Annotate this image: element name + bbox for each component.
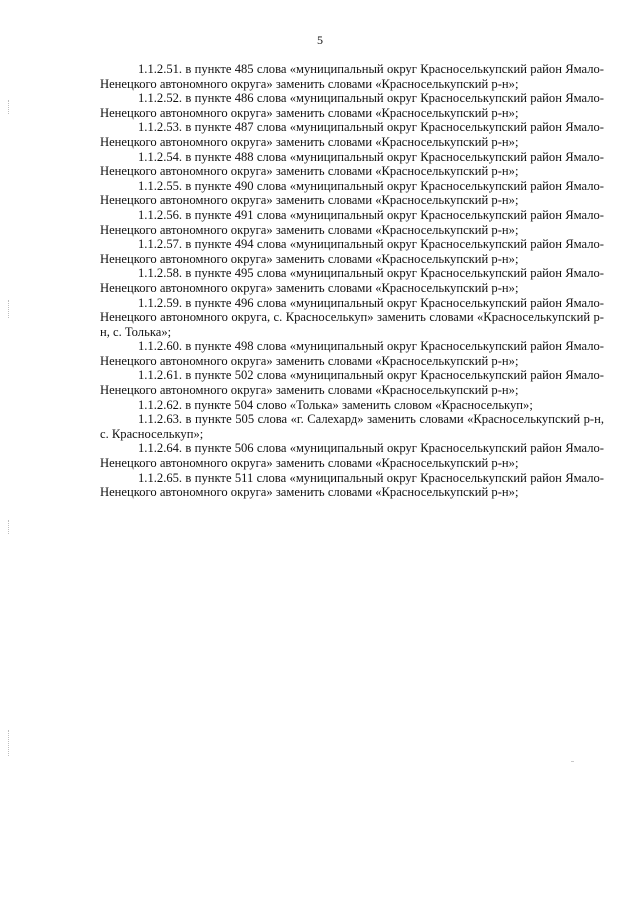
paragraph-1-1-2-65: 1.1.2.65. в пункте 511 слова «муниципальный округ Красноселькупский район Ямало-Ненецкого автономного округа» заменить словами «Красноселькупский р-н»; xyxy=(100,470,604,500)
margin-scan-mark xyxy=(8,520,11,534)
paragraph-1-1-2-60: 1.1.2.60. в пункте 498 слова «муниципальный округ Красноселькупский район Ямало-Ненецкого автономного округа» заменить словами «Красноселькупский р-н»; xyxy=(100,339,604,368)
paragraph-1-1-2-51: 1.1.2.51. в пункте 485 слова «муниципальный округ Красноселькупский район Ямало-Ненецкого автономного округа» заменить словами «Красноселькупский р-н»; xyxy=(100,62,604,91)
document-body xyxy=(100,62,604,500)
paragraph-1-1-2-62: 1.1.2.62. в пункте 504 слово «Толька» заменить словом «Красноселькуп»; xyxy=(138,397,533,412)
scan-tick-mark xyxy=(571,761,574,762)
paragraph-1-1-2-54: 1.1.2.54. в пункте 488 слова «муниципальный округ Красноселькупский район Ямало-Ненецкого автономного округа» заменить словами «Красноселькупский р-н»; xyxy=(100,149,604,179)
margin-scan-mark xyxy=(8,730,11,756)
margin-scan-mark xyxy=(8,300,11,318)
paragraph-1-1-2-59: 1.1.2.59. в пункте 496 слова «муниципальный округ Красноселькупский район Ямало-Ненецкого автономного округа, с. Красноселькуп» заменить словами «Красноселькупский р-н, с. Толька»; xyxy=(100,295,604,339)
paragraph-1-1-2-58: 1.1.2.58. в пункте 495 слова «муниципальный округ Красноселькупский район Ямало-Ненецкого автономного округа» заменить словами «Красноселькупский р-н»; xyxy=(100,266,604,295)
paragraph-1-1-2-57: 1.1.2.57. в пункте 494 слова «муниципальный округ Красноселькупский район Ямало-Ненецкого автономного округа» заменить словами «Красноселькупский р-н»; xyxy=(100,237,604,266)
paragraph-1-1-2-52: 1.1.2.52. в пункте 486 слова «муниципальный округ Красноселькупский район Ямало-Ненецкого автономного округа» заменить словами «Красноселькупский р-н»; xyxy=(100,91,604,120)
paragraph-1-1-2-56: 1.1.2.56. в пункте 491 слова «муниципальный округ Красноселькупский район Ямало-Ненецкого автономного округа» заменить словами «Красноселькупский р-н»; xyxy=(100,207,604,237)
paragraph-1-1-2-55: 1.1.2.55. в пункте 490 слова «муниципальный округ Красноселькупский район Ямало-Ненецкого автономного округа» заменить словами «Красноселькупский р-н»; xyxy=(100,178,604,208)
paragraph-1-1-2-63: 1.1.2.63. в пункте 505 слова «г. Салехард» заменить словами «Красноселькупский р-н, с. Красноселькуп»; xyxy=(100,412,604,441)
paragraph-1-1-2-61: 1.1.2.61. в пункте 502 слова «муниципальный округ Красноселькупский район Ямало-Ненецкого автономного округа» заменить словами «Красноселькупский р-н»; xyxy=(100,368,604,398)
paragraph-1-1-2-64: 1.1.2.64. в пункте 506 слова «муниципальный округ Красноселькупский район Ямало-Ненецкого автономного округа» заменить словами «Красноселькупский р-н»; xyxy=(100,441,604,471)
page-number: 5 xyxy=(317,33,323,47)
paragraph-1-1-2-53: 1.1.2.53. в пункте 487 слова «муниципальный округ Красноселькупский район Ямало-Ненецкого автономного округа» заменить словами «Красноселькупский р-н»; xyxy=(100,120,604,149)
margin-scan-mark xyxy=(8,100,11,114)
